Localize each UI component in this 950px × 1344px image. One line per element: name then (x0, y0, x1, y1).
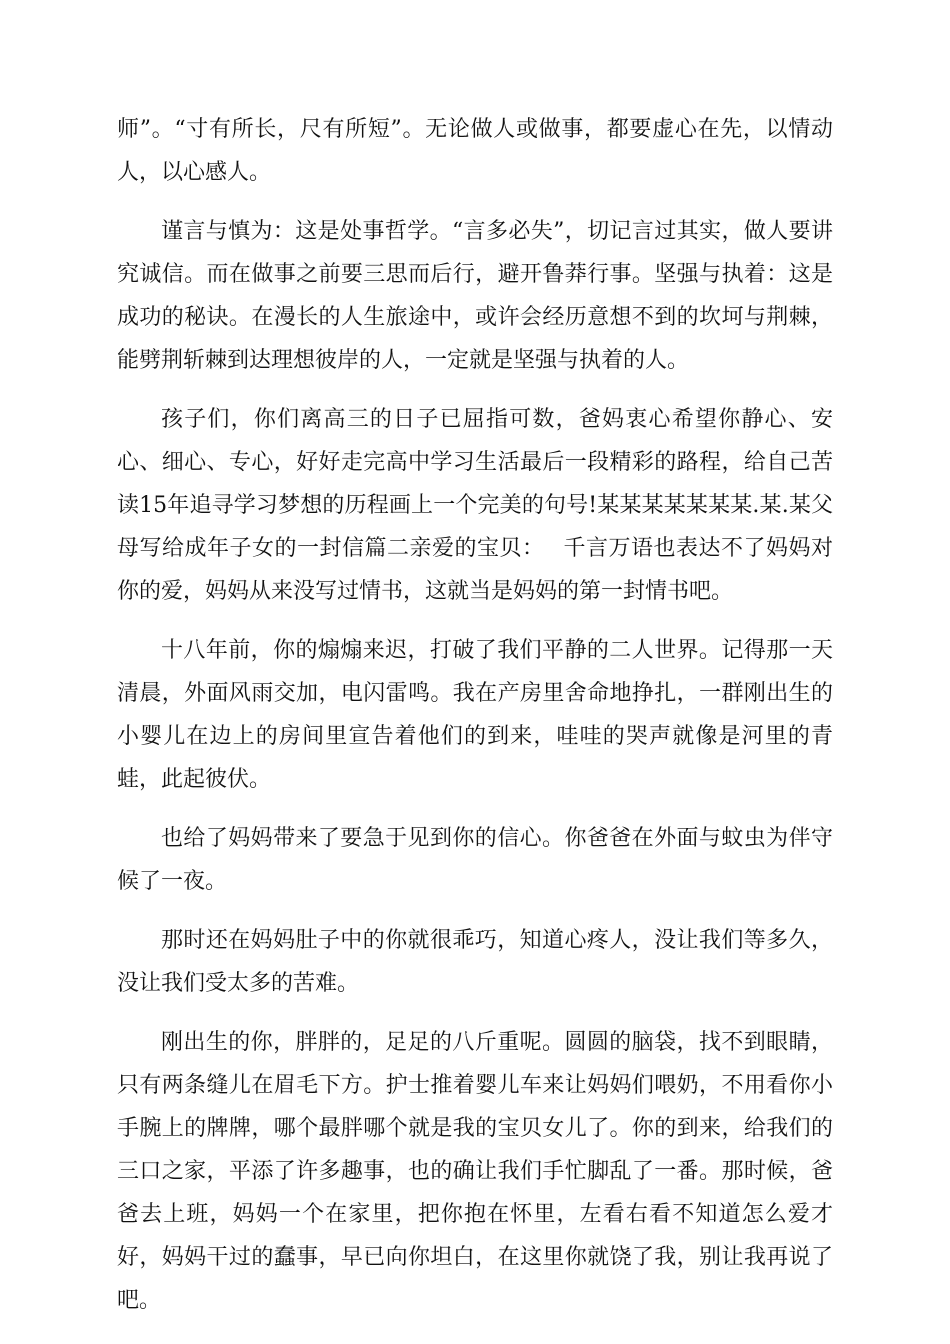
paragraph: 刚出生的你，胖胖的，足足的八斤重呢。圆圆的脑袋，找不到眼睛，只有两条缝儿在眉毛下方。护士推着婴儿车来让妈妈们喂奶，不用看你小手腕上的牌牌，哪个最胖哪个就是我的宝贝女儿了。你的到来，给我们的三口之家，平添了许多趣事，也的确让我们手忙脚乱了一番。那时候，爸爸去上班，妈妈一个在家里，把你抱在怀里，左看右看不知道怎么爱才好，妈妈干过的蠢事，早已向你坦白，在这里你就饶了我，别让我再说了吧。 (117, 1030, 833, 1313)
paragraph: 十八年前，你的煽煽来迟，打破了我们平静的二人世界。记得那一天清晨，外面风雨交加，电闪雷鸣。我在产房里舍命地挣扎，一群刚出生的小婴儿在边上的房间里宣告着他们的到来，哇哇的哭声就像是河里的青蛙，此起彼伏。 (117, 638, 833, 792)
paragraph: 孩子们，你们离高三的日子已屈指可数，爸妈衷心希望你静心、安心、细心、专心，好好走完高中学习生活最后一段精彩的路程，给自己苦读15年追寻学习梦想的历程画上一个完美的句号!某某某某某某某.某.某父母写给成年子女的一封信篇二亲爱的宝贝： 千言万语也表达不了妈妈对你的爱，妈妈从来没写过情书，这就当是妈妈的第一封情书吧。 (117, 407, 833, 604)
paragraph: 谨言与慎为：这是处事哲学。“言多必失”，切记言过其实，做人要讲究诚信。而在做事之前要三思而后行，避开鲁莽行事。坚强与执着：这是成功的秘诀。在漫长的人生旅途中，或许会经历意想不到的坎坷与荆棘，能劈荆斩棘到达理想彼岸的人，一定就是坚强与执着的人。 (117, 219, 833, 373)
paragraph: 师”。“寸有所长，尺有所短”。无论做人或做事，都要虚心在先，以情动人，以心感人。 (117, 117, 833, 185)
paragraph: 那时还在妈妈肚子中的你就很乖巧，知道心疼人，没让我们等多久，没让我们受太多的苦难。 (117, 928, 833, 996)
paragraph: 也给了妈妈带来了要急于见到你的信心。你爸爸在外面与蚊虫为伴守候了一夜。 (117, 826, 833, 894)
document-body (117, 108, 833, 1338)
